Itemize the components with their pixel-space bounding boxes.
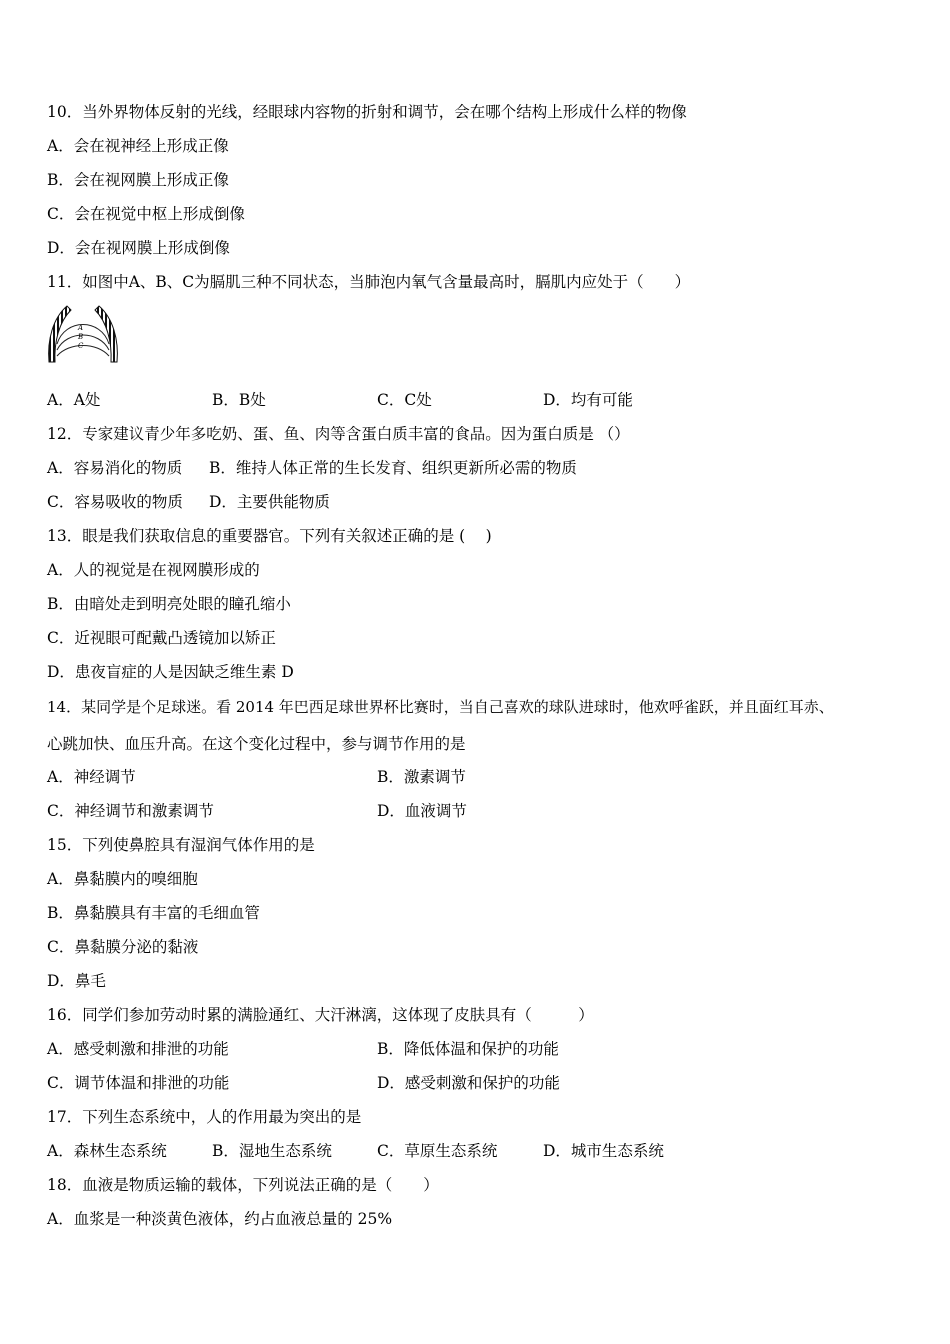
q14-option-b: B．激素调节	[377, 768, 466, 786]
q17-option-c: C．草原生态系统	[377, 1142, 498, 1160]
q12-option-b: B．维持人体正常的生长发育、组织更新所必需的物质	[209, 459, 577, 477]
q14-option-d: D．血液调节	[377, 802, 467, 820]
q14-stem-line2: 心跳加快、血压升高。在这个变化过程中，参与调节作用的是	[47, 735, 466, 753]
q16-option-b: B．降低体温和保护的功能	[377, 1040, 559, 1058]
q15-option-d: D．鼻毛	[47, 972, 106, 990]
q14-option-a: A．神经调节	[47, 768, 136, 786]
q15-option-b: B．鼻黏膜具有丰富的毛细血管	[47, 904, 260, 922]
q10-option-d: D．会在视网膜上形成倒像	[47, 239, 230, 257]
q18-stem: 18．血液是物质运输的载体，下列说法正确的是（ ）	[47, 1176, 439, 1194]
q10-option-a: A．会在视神经上形成正像	[47, 137, 229, 155]
q13-option-b: B．由暗处走到明亮处眼的瞳孔缩小	[47, 595, 291, 613]
q16-option-c: C．调节体温和排泄的功能	[47, 1074, 230, 1092]
q11-option-a: A．A处	[47, 391, 101, 409]
q16-option-a: A．感受刺激和排泄的功能	[47, 1040, 229, 1058]
q13-option-d: D．患夜盲症的人是因缺乏维生素 D	[47, 663, 294, 681]
q15-option-c: C．鼻黏膜分泌的黏液	[47, 938, 199, 956]
figure-label-c: C	[78, 342, 84, 350]
q17-option-d: D．城市生态系统	[543, 1142, 664, 1160]
q17-option-b: B．湿地生态系统	[212, 1142, 332, 1160]
q14-stem-line1: 14．某同学是个足球迷。看 2014 年巴西足球世界杯比赛时，当自己喜欢的球队进球时，他欢呼雀跃，并且面红耳赤、	[47, 698, 834, 716]
q12-option-a: A．容易消化的物质	[47, 459, 183, 477]
q10-stem: 10．当外界物体反射的光线，经眼球内容物的折射和调节，会在哪个结构上形成什么样的物像	[47, 103, 687, 121]
q13-option-c: C．近视眼可配戴凸透镜加以矫正	[47, 629, 276, 647]
q12-stem: 12．专家建议青少年多吃奶、蛋、鱼、肉等含蛋白质丰富的食品。因为蛋白质是 （）	[47, 425, 630, 443]
q14-option-c: C．神经调节和激素调节	[47, 802, 214, 820]
q15-option-a: A．鼻黏膜内的嗅细胞	[47, 870, 198, 888]
q17-option-a: A．森林生态系统	[47, 1142, 167, 1160]
q11-option-c: C．C处	[377, 391, 432, 409]
q12-option-d: D．主要供能物质	[209, 493, 330, 511]
q12-option-c: C．容易吸收的物质	[47, 493, 183, 511]
q18-option-a: A．血浆是一种淡黄色液体，约占血液总量的 25%	[47, 1210, 393, 1228]
q13-stem: 13．眼是我们获取信息的重要器官。下列有关叙述正确的是 ( )	[47, 527, 492, 545]
q16-option-d: D．感受刺激和保护的功能	[377, 1074, 560, 1092]
q11-option-b: B．B处	[212, 391, 266, 409]
q16-stem: 16．同学们参加劳动时累的满脸通红、大汗淋漓，这体现了皮肤具有（ ）	[47, 1006, 594, 1024]
q13-option-a: A．人的视觉是在视网膜形成的	[47, 561, 260, 579]
figure-label-a: A	[78, 324, 84, 332]
q11-stem: 11．如图中A、B、C为膈肌三种不同状态，当肺泡内氧气含量最高时，膈肌内应处于（ ）	[47, 273, 691, 291]
q10-option-b: B．会在视网膜上形成正像	[47, 171, 229, 189]
q10-option-c: C．会在视觉中枢上形成倒像	[47, 205, 245, 223]
diaphragm-figure	[45, 300, 121, 366]
diaphragm-diagram	[45, 300, 121, 366]
q15-stem: 15．下列使鼻腔具有湿润气体作用的是	[47, 836, 315, 854]
figure-label-b: B	[78, 333, 84, 341]
q17-stem: 17．下列生态系统中，人的作用最为突出的是	[47, 1108, 362, 1126]
q11-option-d: D．均有可能	[543, 391, 633, 409]
